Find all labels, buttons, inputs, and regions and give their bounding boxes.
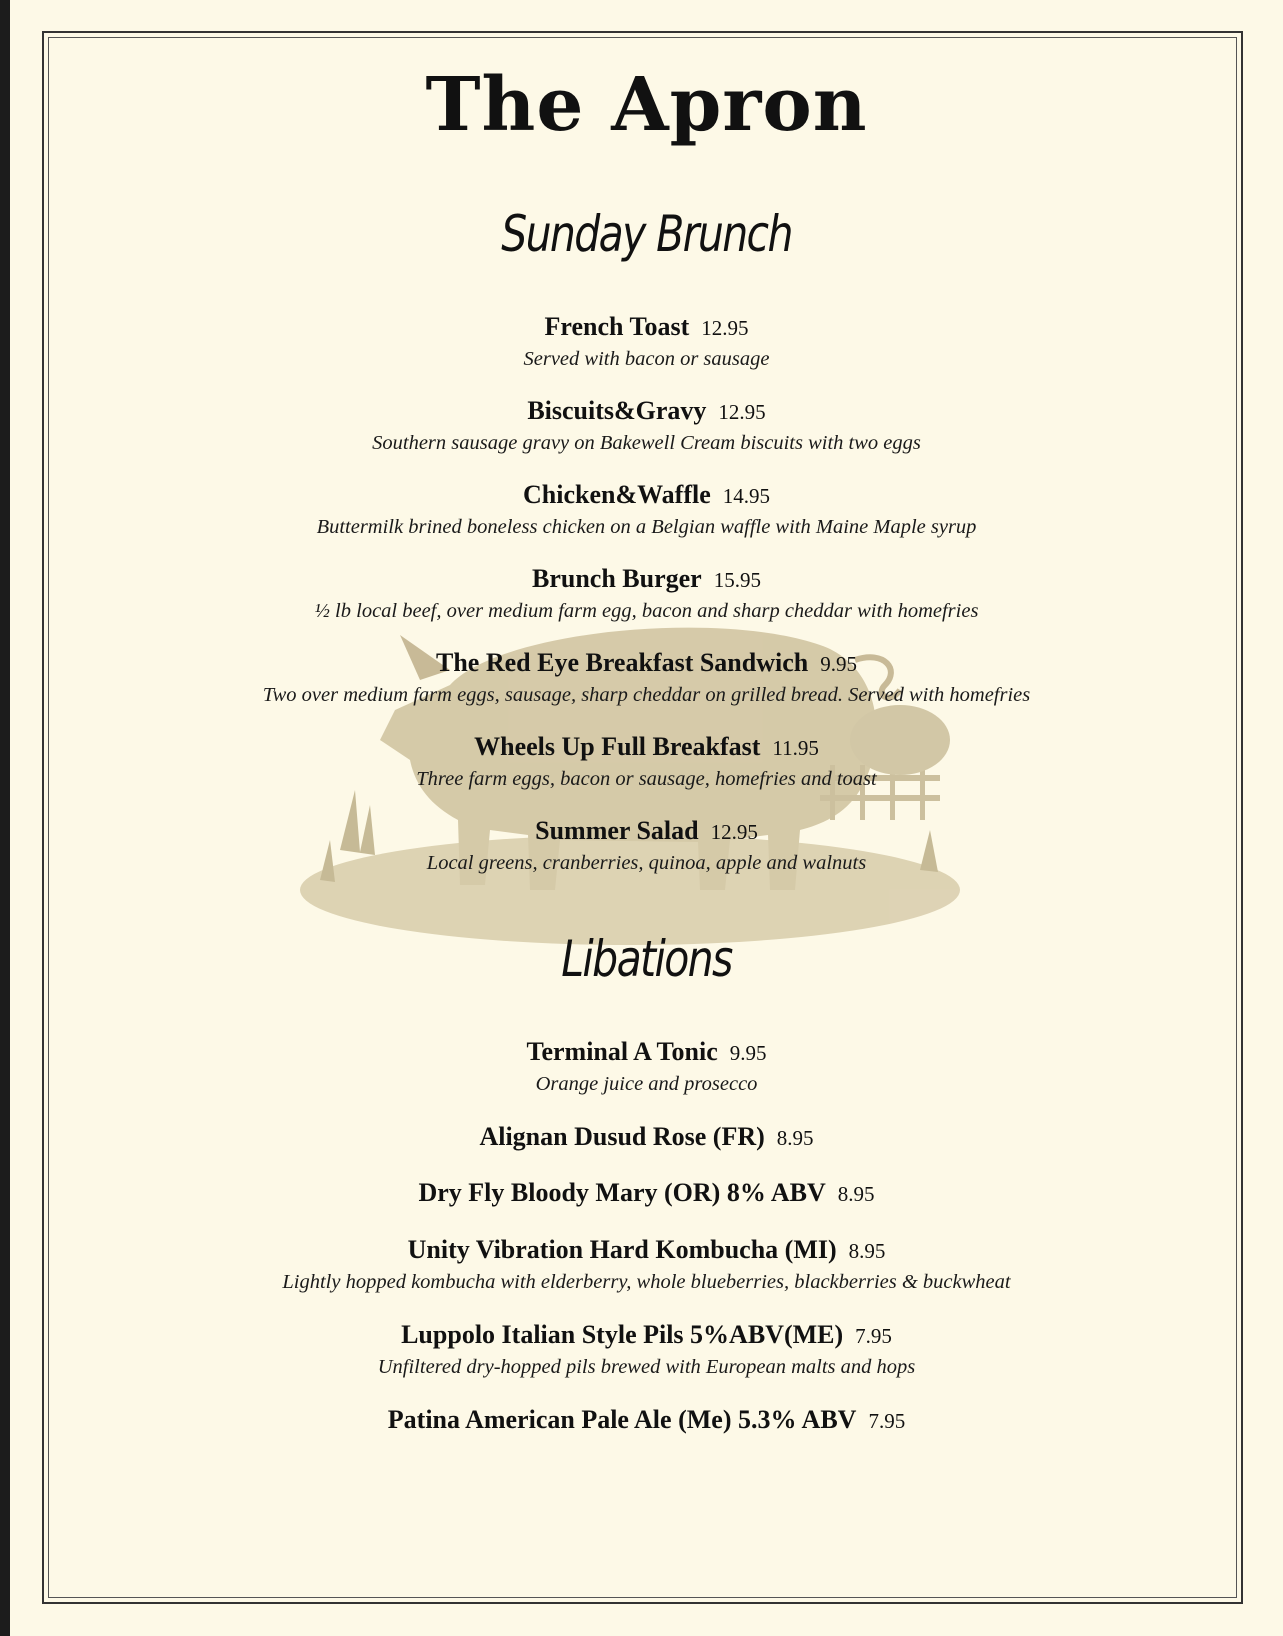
item-description: Three farm eggs, bacon or sausage, homefries and toast xyxy=(416,768,877,790)
section-heading-brunch: Sunday Brunch xyxy=(501,205,792,263)
item-price: 8.95 xyxy=(776,1126,814,1150)
item-description: Lightly hopped kombucha with elderberry, whole blueberries, blackberries & buckwheat xyxy=(282,1271,1011,1293)
item-description: Local greens, cranberries, quinoa, apple and walnuts xyxy=(426,852,867,874)
menu-page xyxy=(10,0,1283,1636)
restaurant-title: The Apron xyxy=(425,62,868,148)
menu-item xyxy=(10,312,1283,371)
item-price: 9.95 xyxy=(729,1041,767,1065)
item-description: Two over medium farm eggs, sausage, sharp cheddar on grilled bread. Served with homefries xyxy=(262,684,1031,706)
item-price: 11.95 xyxy=(772,736,819,760)
menu-item xyxy=(10,732,1283,791)
item-name: Dry Fly Bloody Mary (OR) 8% ABV xyxy=(418,1178,826,1207)
item-price: 9.95 xyxy=(820,652,857,676)
item-name: Chicken&Waffle xyxy=(522,480,711,509)
item-name: Wheels Up Full Breakfast xyxy=(474,732,761,761)
item-price: 7.95 xyxy=(868,1409,906,1433)
menu-item xyxy=(10,1178,1283,1208)
item-name: French Toast xyxy=(544,312,690,341)
menu-item xyxy=(10,1320,1283,1379)
item-name: Terminal A Tonic xyxy=(526,1037,718,1066)
item-name: Unity Vibration Hard Kombucha (MI) xyxy=(407,1235,837,1264)
item-name: Brunch Burger xyxy=(532,564,702,593)
item-name: The Red Eye Breakfast Sandwich xyxy=(436,648,809,677)
section-heading-libations: Libations xyxy=(561,930,732,988)
menu-item xyxy=(10,648,1283,707)
item-price: 7.95 xyxy=(855,1324,892,1348)
item-price: 8.95 xyxy=(837,1182,875,1206)
menu-item xyxy=(10,396,1283,455)
item-name: Alignan Dusud Rose (FR) xyxy=(479,1122,765,1151)
menu-item xyxy=(10,480,1283,539)
item-name: Biscuits&Gravy xyxy=(527,396,707,425)
menu-item xyxy=(10,1405,1283,1435)
item-description: Served with bacon or sausage xyxy=(523,348,770,370)
menu-item xyxy=(10,1037,1283,1096)
item-price: 15.95 xyxy=(713,568,761,592)
menu-item xyxy=(10,564,1283,623)
item-name: Luppolo Italian Style Pils 5%ABV(ME) xyxy=(401,1320,844,1349)
item-price: 12.95 xyxy=(710,820,758,844)
item-description: ½ lb local beef, over medium farm egg, bacon and sharp cheddar with homefries xyxy=(314,600,979,622)
item-name: Patina American Pale Ale (Me) 5.3% ABV xyxy=(387,1405,857,1434)
item-name: Summer Salad xyxy=(535,816,699,845)
item-description: Unfiltered dry-hopped pils brewed with European malts and hops xyxy=(377,1356,916,1378)
menu-item xyxy=(10,1235,1283,1294)
menu-item xyxy=(10,816,1283,875)
item-description: Orange juice and prosecco xyxy=(535,1073,758,1095)
item-price: 8.95 xyxy=(848,1239,886,1263)
item-description: Buttermilk brined boneless chicken on a Belgian waffle with Maine Maple syrup xyxy=(316,516,977,538)
item-price: 12.95 xyxy=(718,400,766,424)
menu-item xyxy=(10,1122,1283,1152)
item-description: Southern sausage gravy on Bakewell Cream biscuits with two eggs xyxy=(372,432,921,454)
item-price: 12.95 xyxy=(701,316,749,340)
item-price: 14.95 xyxy=(722,484,770,508)
